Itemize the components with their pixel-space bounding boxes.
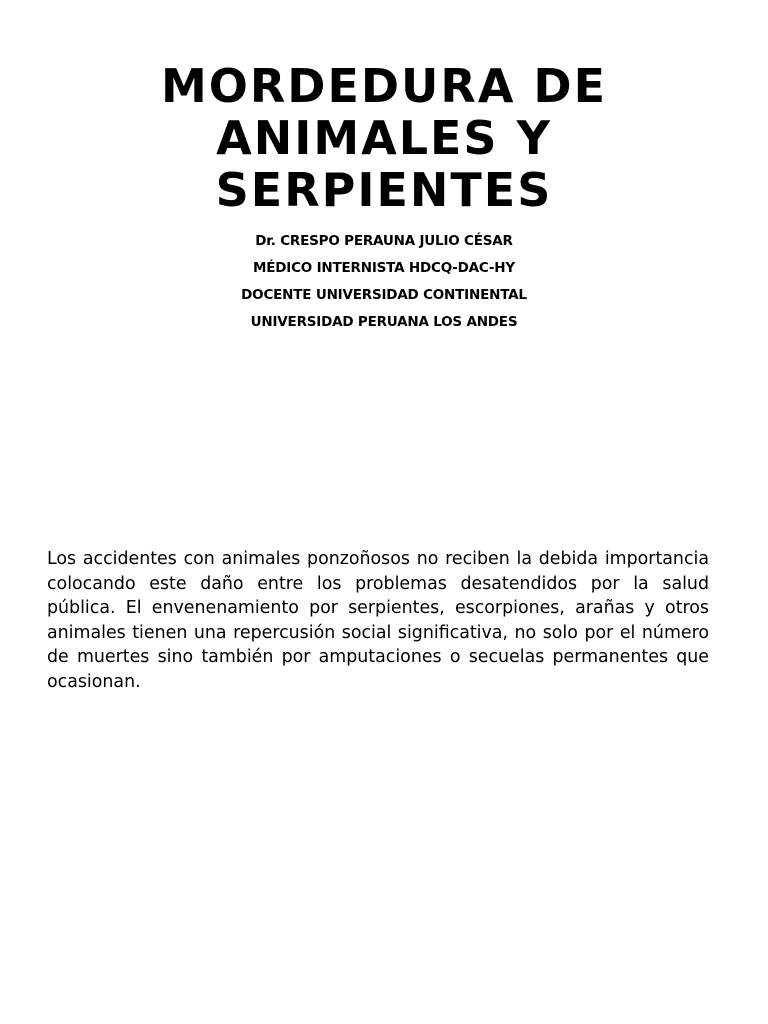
intro-paragraph: Los accidentes con animales ponzoñosos no reciben la debida importancia colocando este daño entre los problemas desatendidos por la salud pública. El envenenamiento por serpientes, escorpiones, arañas y otros animales tienen una repercusión social significativa, no solo por el número de muertes sino también por amputaciones o secuelas permanentes que ocasionan.: [47, 549, 709, 692]
title-line: SERPIENTES: [215, 163, 553, 217]
author-university: UNIVERSIDAD PERUANA LOS ANDES: [250, 314, 518, 330]
author-position: MÉDICO INTERNISTA HDCQ-DAC-HY: [253, 260, 515, 276]
title-line: ANIMALES Y: [216, 111, 552, 165]
author-name: Dr. CRESPO PERAUNA JULIO CÉSAR: [255, 233, 513, 249]
author-info: [60, 228, 708, 336]
page-title: [60, 60, 708, 216]
author-teaching-affiliation: DOCENTE UNIVERSIDAD CONTINENTAL: [241, 287, 527, 303]
title-line: MORDEDURA DE: [160, 59, 608, 113]
